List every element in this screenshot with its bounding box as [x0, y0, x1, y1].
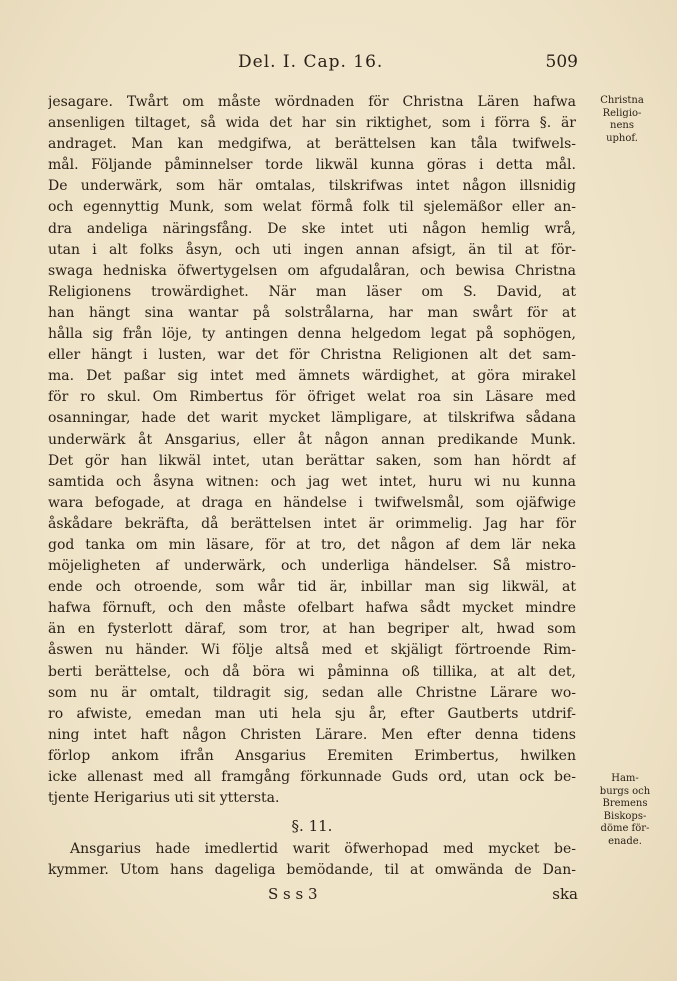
- page-number: 509: [545, 52, 578, 72]
- margin-note-line: Bremens: [602, 798, 648, 809]
- text-line: han hängt sina wantar på solstrålarna, har man swårt för at: [48, 304, 576, 321]
- text-line: ende och otroende, som wår tid är, inbillar man sig likwäl, at: [48, 579, 576, 596]
- running-head: [48, 52, 578, 76]
- text-line: ma. Det paßar sig intet med ämnets wärdighet, at göra mirakel: [48, 368, 576, 385]
- margin-note-line: Religio-: [602, 107, 642, 119]
- text-line: Ansgarius hade imedlertid warit öfwerhopad med mycket be-: [70, 841, 576, 858]
- text-line: wara befogade, at draga en händelse i twifwelsmål, som ojäfwige: [48, 494, 576, 511]
- text-line: ro afwiste, emedan man uti hela sju år, efter Gautberts utdrif-: [48, 705, 576, 722]
- text-line: berti berättelse, och då böra wi påminna oß tillika, at alt det,: [48, 663, 576, 680]
- text-line: kymmer. Utom hans dageliga bemödande, til at omwända de Dan-: [48, 862, 576, 879]
- text-line: som nu är omtalt, tildragit sig, sedan alle Christne Lärare wo-: [48, 684, 576, 701]
- margin-note-bishoprics-united: [582, 773, 668, 848]
- margin-note-line: döme för-: [600, 823, 650, 834]
- paragraph-1: [48, 92, 576, 809]
- text-line: och egennyttig Munk, som welat förmå folk til sjelemäßor eller an-: [48, 199, 576, 216]
- text-line: utan i alt folks åsyn, och uti ingen annan afsigt, än til at för-: [48, 241, 576, 258]
- text-line: åswen nu händer. Wi följe altså med et skjäligt förtroende Rim-: [48, 642, 576, 659]
- margin-note-line: Christna: [600, 95, 644, 106]
- text-line: eller hängt i lusten, war det för Christna Religionen alt det sam-: [48, 347, 576, 364]
- text-line: De underwärk, som här omtalas, tilskrifwas intet någon illsnidig: [48, 178, 576, 195]
- margin-note-line: burgs och: [599, 785, 651, 797]
- text-line: för ro skul. Om Rimbertus för öfriget welat roa sin Läsare med: [48, 389, 576, 406]
- signature-text: S s s 3: [268, 885, 318, 904]
- text-line: andraget. Man kan medgifwa, at berättelsen kan tåla twifwels-: [48, 136, 576, 153]
- paragraph-2: [48, 839, 576, 881]
- text-line: förlop ankom ifrån Ansgarius Eremiten Erimbertus, hwilken: [48, 747, 576, 764]
- text-line: icke allenast med all framgång förkunnade Guds ord, utan ock be-: [48, 769, 576, 785]
- text-line: jesagare. Twårt om måste wördnaden för Christna Lären hafwa: [48, 94, 576, 110]
- margin-note-line: uphof.: [606, 132, 638, 144]
- text-line: osanningar, hade det warit mycket lämpligare, at tilskrifwa sådana: [48, 410, 576, 427]
- text-line: mål. Följande påminnelser torde likwäl kunna göras i detta mål.: [48, 157, 576, 174]
- text-line: Religionens trowärdighet. När man läser om S. David, at: [48, 283, 576, 300]
- margin-note-line: Ham-: [611, 773, 639, 784]
- text-line: dra andeliga näringsfång. De ske intet uti någon hemlig wrå,: [48, 220, 576, 237]
- margin-note-line: Biskops-: [603, 810, 647, 822]
- chapter-heading: Del. I. Cap. 16.: [238, 52, 384, 72]
- text-line: ning intet haft någon Christen Lärare. Men efter denna tidens: [48, 726, 576, 743]
- text-line: god tanka om min läsare, för at tro, det någon af dem lär neka: [48, 536, 576, 553]
- text-line: tjente Herigarius uti sit yttersta.: [48, 790, 280, 807]
- text-line: möjeligheten af underwärk, och underliga händelser. Så mistro-: [48, 558, 576, 575]
- text-line: åskådare bekräfta, då berättelsen intet är orimmelig. Jag har för: [48, 515, 576, 532]
- text-line: underwärk åt Ansgarius, eller åt någon annan predikande Munk.: [48, 431, 576, 448]
- body-text: [48, 92, 576, 907]
- margin-note-line: nens: [610, 120, 634, 131]
- text-line: hålla sig från löje, ty antingen denna helgedom legat på sophögen,: [48, 326, 576, 343]
- section-heading: §. 11.: [291, 817, 333, 836]
- margin-note-line: enade.: [608, 835, 642, 847]
- text-line: än en fysterlott däraf, som tror, at han begriper alt, hwad som: [48, 621, 576, 638]
- text-line: ansenligen tiltaget, så wida det har sin riktighet, som i förra §. är: [48, 115, 576, 132]
- signature-mark: [48, 881, 576, 907]
- text-line: swaga hedniska öfwertygelsen om afgudalåran, och bewisa Christna: [48, 262, 576, 279]
- margin-note-religion-origin: [582, 95, 662, 145]
- text-line: samtida och åsyna witnen: och jag wet intet, huru wi nu kunna: [48, 473, 576, 490]
- catchword: ska: [552, 885, 578, 904]
- text-line: hafwa förnuft, och den måste ofelbart hafwa sådt mycket mindre: [48, 600, 576, 617]
- text-line: Det gör han likwäl intet, utan berättar saken, som han hördt af: [48, 452, 576, 469]
